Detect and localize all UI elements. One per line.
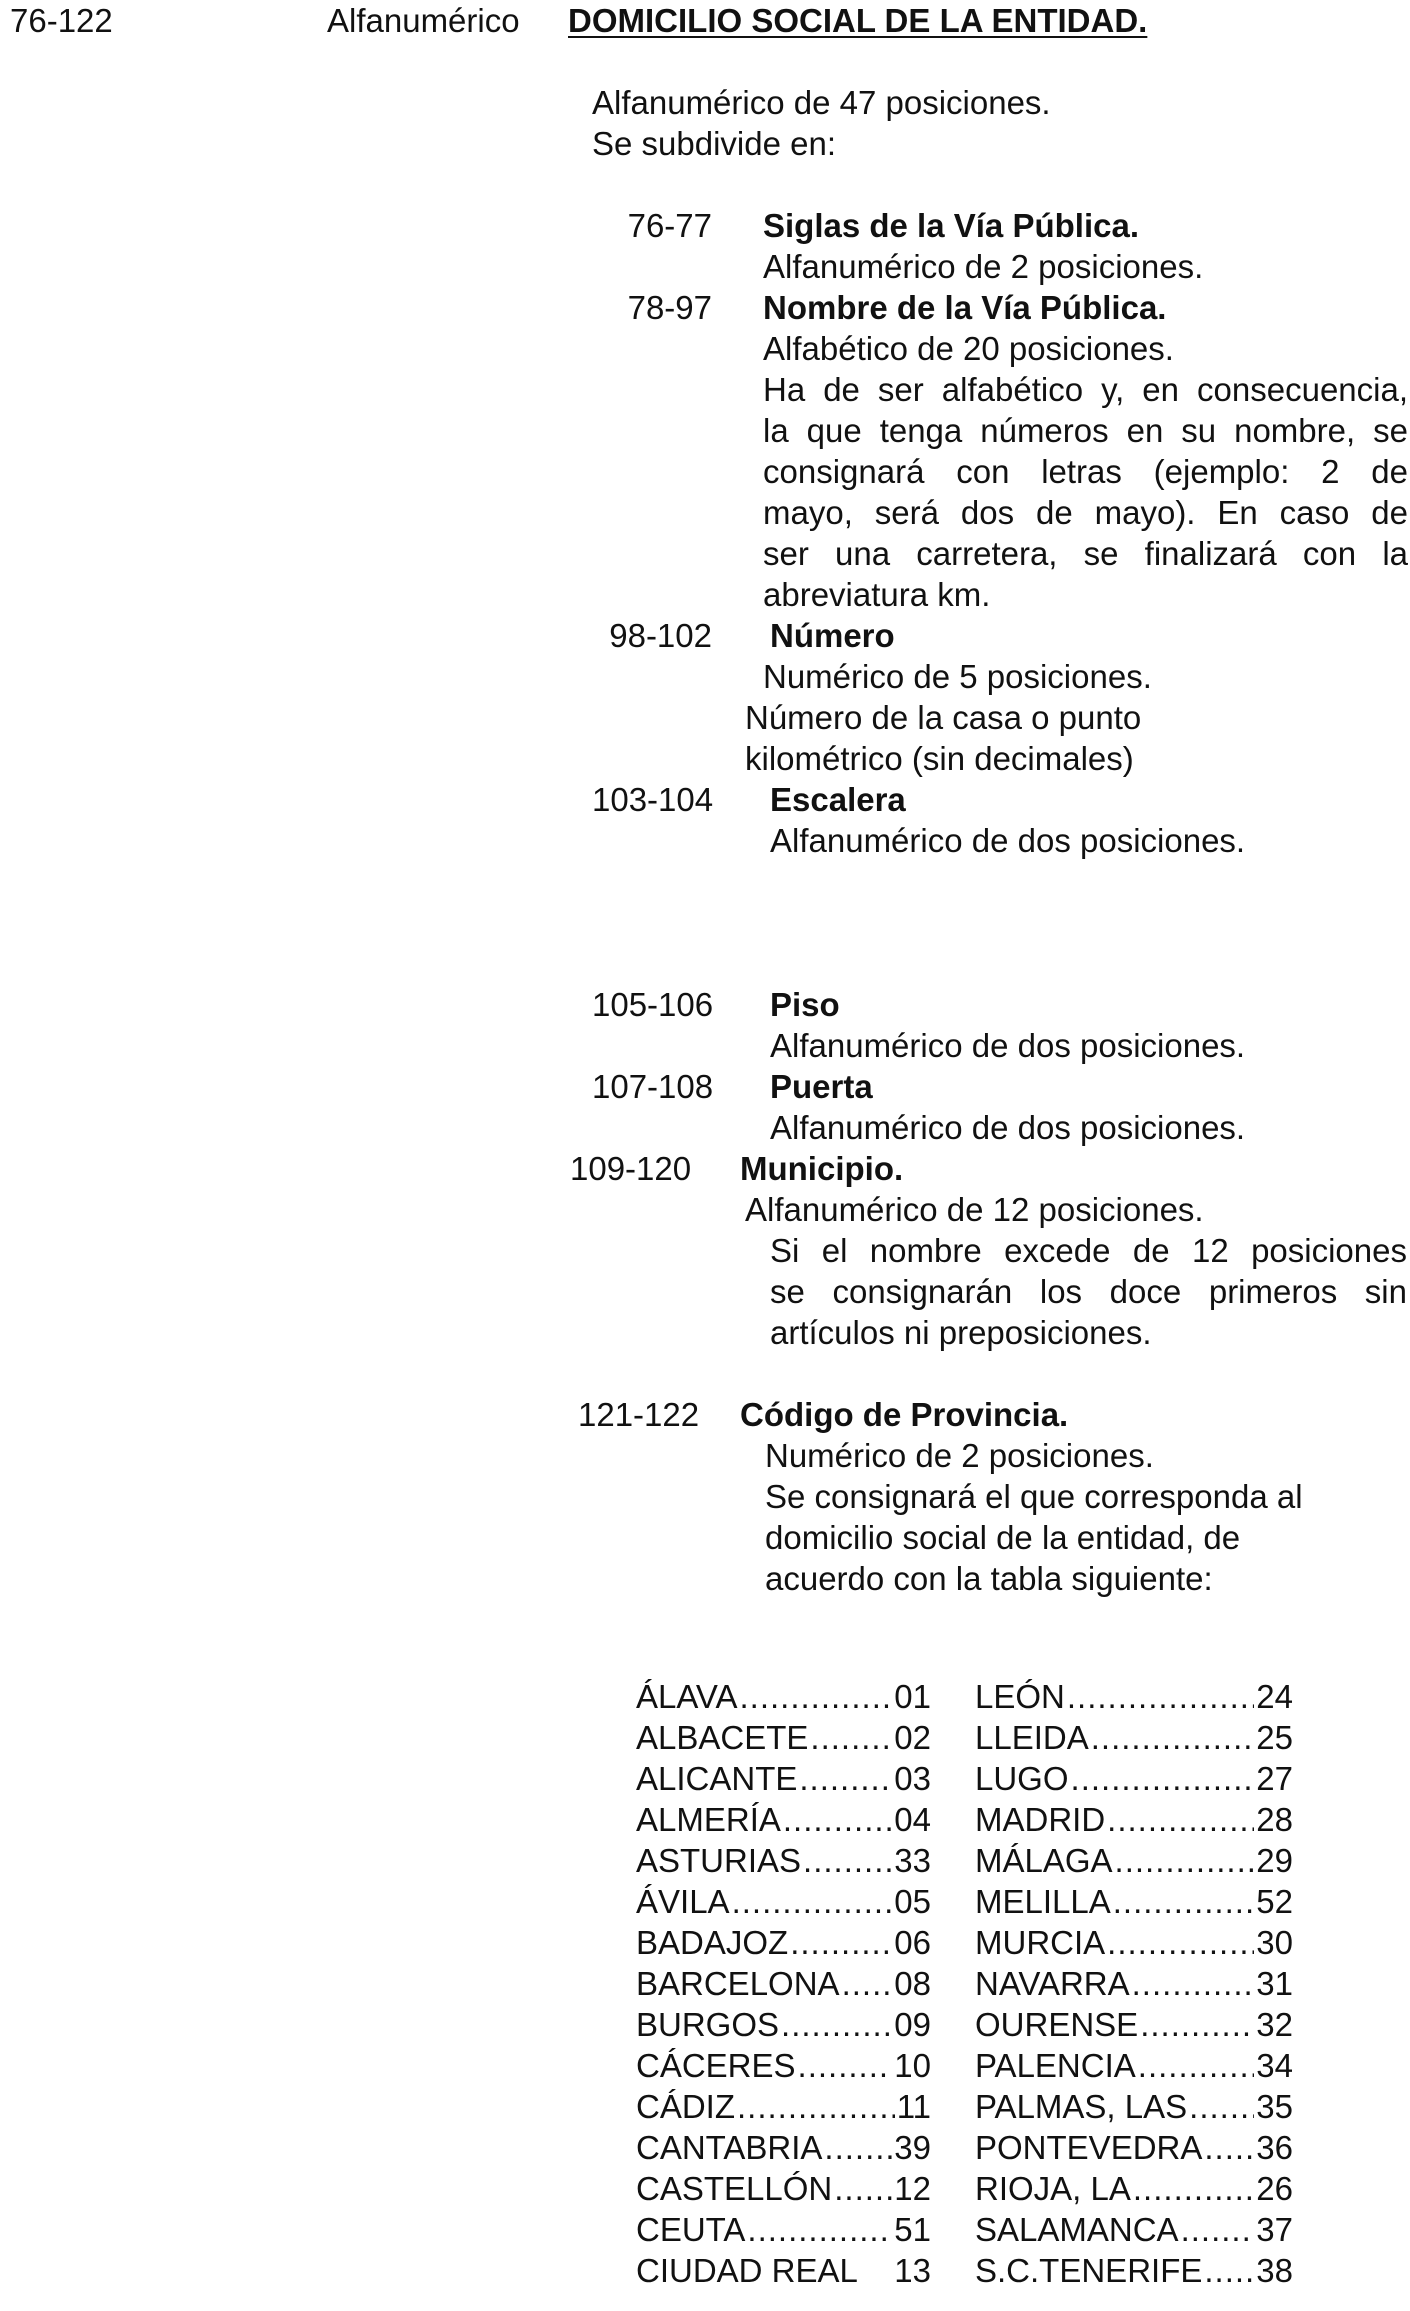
header-range: 76-122 — [10, 2, 113, 39]
province-code: 32 — [1256, 2006, 1293, 2043]
province-code: 38 — [1256, 2252, 1293, 2289]
province-name: CÁDIZ — [636, 2088, 735, 2125]
field-title: Siglas de la Vía Pública. — [763, 207, 1139, 244]
province-row — [975, 1963, 1293, 2004]
province-name: ÁVILA — [636, 1883, 730, 1920]
province-name: CÁCERES — [636, 2047, 796, 2084]
leader-dots — [842, 1963, 893, 2004]
province-name: ALBACETE — [636, 1719, 809, 1756]
leader-dots — [1204, 2127, 1254, 2168]
province-row — [636, 2004, 931, 2045]
province-code: 29 — [1256, 1842, 1293, 1879]
field-desc: abreviatura km. — [763, 576, 991, 613]
province-name: CANTABRIA — [636, 2129, 823, 2166]
province-name: MADRID — [975, 1801, 1106, 1838]
leader-dots — [1091, 1717, 1255, 1758]
province-row — [975, 2045, 1293, 2086]
province-name: CIUDAD REAL — [636, 2252, 858, 2289]
field-paragraph — [763, 369, 1408, 615]
province-code: 30 — [1256, 1924, 1293, 1961]
province-row — [975, 1840, 1293, 1881]
leader-dots — [1204, 2250, 1254, 2291]
province-row — [636, 1717, 931, 1758]
field-desc: acuerdo con la tabla siguiente: — [765, 1560, 1213, 1597]
province-code: 25 — [1256, 1719, 1293, 1756]
field-paragraph — [770, 1230, 1407, 1353]
intro-line-2: Se subdivide en: — [592, 125, 837, 162]
leader-dots — [1115, 1840, 1255, 1881]
province-code: 36 — [1256, 2129, 1293, 2166]
province-name: MURCIA — [975, 1924, 1106, 1961]
field-desc: Alfabético de 20 posiciones. — [763, 330, 1174, 367]
province-code: 12 — [894, 2170, 931, 2207]
field-desc: Numérico de 5 posiciones. — [763, 658, 1152, 695]
field-range: 98-102 — [609, 617, 712, 654]
province-name: LUGO — [975, 1760, 1069, 1797]
province-name: MÁLAGA — [975, 1842, 1113, 1879]
province-code: 04 — [894, 1801, 931, 1838]
field-desc: domicilio social de la entidad, de — [765, 1519, 1241, 1556]
province-code: 33 — [894, 1842, 931, 1879]
field-range: 78-97 — [627, 289, 712, 326]
province-row — [636, 1758, 931, 1799]
field-range: 121-122 — [578, 1396, 700, 1433]
field-range: 103-104 — [592, 781, 714, 818]
province-name: RIOJA, LA — [975, 2170, 1131, 2207]
leader-dots — [1107, 1799, 1254, 1840]
province-row — [975, 1758, 1293, 1799]
leader-dots — [1189, 2086, 1254, 2127]
field-desc: Alfanumérico de dos posiciones. — [770, 822, 1246, 859]
province-row — [975, 2209, 1293, 2250]
field-desc: artículos ni preposiciones. — [770, 1314, 1152, 1351]
province-row — [975, 1676, 1293, 1717]
field-title: Municipio. — [740, 1150, 904, 1187]
province-name: MELILLA — [975, 1883, 1111, 1920]
province-code: 05 — [894, 1883, 931, 1920]
field-desc: kilométrico (sin decimales) — [745, 740, 1134, 777]
field-desc: Si el nombre excede de 12 posiciones — [770, 1232, 1407, 1269]
province-row — [636, 1881, 931, 1922]
province-code: 01 — [894, 1678, 931, 1715]
province-code: 06 — [894, 1924, 931, 1961]
leader-dots — [1067, 1676, 1254, 1717]
leader-dots — [732, 1881, 893, 1922]
province-name: ALMERÍA — [636, 1801, 781, 1838]
leader-dots — [781, 2004, 892, 2045]
province-code: 11 — [896, 2088, 931, 2125]
field-desc: Alfanumérico de dos posiciones. — [770, 1109, 1246, 1146]
leader-dots — [1113, 1881, 1255, 1922]
field-desc: Numérico de 2 posiciones. — [765, 1437, 1154, 1474]
field-desc: Alfanumérico de dos posiciones. — [770, 1027, 1246, 1064]
province-row — [636, 2086, 931, 2127]
leader-dots — [1071, 1758, 1255, 1799]
leader-dots — [799, 1758, 892, 1799]
province-row — [636, 2127, 931, 2168]
leader-dots — [1138, 2045, 1255, 2086]
province-name: ASTURIAS — [636, 1842, 802, 1879]
province-row — [636, 1963, 931, 2004]
province-row — [636, 1922, 931, 1963]
province-name: NAVARRA — [975, 1965, 1130, 2002]
province-row — [975, 1881, 1293, 1922]
province-row — [975, 1799, 1293, 1840]
field-range: 107-108 — [592, 1068, 714, 1105]
province-name: CEUTA — [636, 2211, 746, 2248]
field-title: Nombre de la Vía Pública. — [763, 289, 1167, 326]
province-row — [975, 2168, 1293, 2209]
province-name: LLEIDA — [975, 1719, 1089, 1756]
province-row — [975, 2004, 1293, 2045]
field-desc: Número de la casa o punto — [745, 699, 1142, 736]
field-desc: se consignarán los doce primeros sin — [770, 1273, 1407, 1310]
province-code: 10 — [894, 2047, 931, 2084]
field-desc: la que tenga números en su nombre, se — [763, 412, 1408, 449]
leader-dots — [790, 1922, 892, 1963]
field-desc: Ha de ser alfabético y, en consecuencia, — [763, 371, 1408, 408]
field-range: 109-120 — [570, 1150, 692, 1187]
province-code: 39 — [894, 2129, 931, 2166]
province-row — [636, 1840, 931, 1881]
leader-dots — [834, 2168, 892, 2209]
header-type: Alfanumérico — [327, 2, 520, 39]
province-row — [636, 2209, 931, 2250]
province-name: PONTEVEDRA — [975, 2129, 1203, 2166]
province-code: 52 — [1256, 1883, 1293, 1920]
leader-dots — [1107, 1922, 1254, 1963]
leader-dots — [1140, 2004, 1254, 2045]
province-row — [636, 2045, 931, 2086]
leader-dots — [1132, 1963, 1255, 2004]
province-code: 31 — [1256, 1965, 1293, 2002]
leader-dots — [824, 2127, 892, 2168]
province-code: 35 — [1256, 2088, 1293, 2125]
province-name: BURGOS — [636, 2006, 780, 2043]
province-code: 03 — [894, 1760, 931, 1797]
province-name: BADAJOZ — [636, 1924, 789, 1961]
intro-line-1: Alfanumérico de 47 posiciones. — [592, 84, 1051, 121]
field-desc: consignará con letras (ejemplo: 2 de — [763, 453, 1408, 490]
province-code: 08 — [894, 1965, 931, 2002]
leader-dots — [737, 2086, 895, 2127]
province-name: S.C.TENERIFE — [975, 2252, 1203, 2289]
province-code: 02 — [894, 1719, 931, 1756]
province-code: 09 — [894, 2006, 931, 2043]
province-code: 51 — [894, 2211, 931, 2248]
province-row — [975, 1922, 1293, 1963]
province-name: PALMAS, LAS — [975, 2088, 1188, 2125]
province-row — [636, 2250, 931, 2291]
province-name: LEÓN — [975, 1678, 1065, 1715]
page-title: DOMICILIO SOCIAL DE LA ENTIDAD. — [568, 2, 1148, 39]
province-code: 28 — [1256, 1801, 1293, 1838]
province-name: SALAMANCA — [975, 2211, 1179, 2248]
province-code: 34 — [1256, 2047, 1293, 2084]
province-row — [975, 2250, 1293, 2291]
province-row — [636, 1676, 931, 1717]
leader-dots — [798, 2045, 893, 2086]
province-row — [636, 2168, 931, 2209]
field-desc: ser una carretera, se finalizará con la — [763, 535, 1408, 572]
field-desc: Alfanumérico de 2 posiciones. — [763, 248, 1204, 285]
province-name: BARCELONA — [636, 1965, 840, 2002]
field-title: Número — [770, 617, 895, 654]
province-code: 13 — [894, 2252, 931, 2289]
province-name: ÁLAVA — [636, 1678, 738, 1715]
province-name: OURENSE — [975, 2006, 1139, 2043]
field-range: 105-106 — [592, 986, 714, 1023]
field-title: Piso — [770, 986, 840, 1023]
province-row — [975, 1717, 1293, 1758]
field-title: Escalera — [770, 781, 906, 818]
field-title: Puerta — [770, 1068, 873, 1105]
field-desc: Se consignará el que corresponda al — [765, 1478, 1303, 1515]
field-title: Código de Provincia. — [740, 1396, 1069, 1433]
leader-dots — [803, 1840, 892, 1881]
province-code: 27 — [1256, 1760, 1293, 1797]
province-row — [975, 2127, 1293, 2168]
province-code: 24 — [1256, 1678, 1293, 1715]
province-name: CASTELLÓN — [636, 2170, 833, 2207]
leader-dots — [783, 1799, 892, 1840]
province-row — [975, 2086, 1293, 2127]
province-code: 37 — [1256, 2211, 1293, 2248]
province-name: PALENCIA — [975, 2047, 1136, 2084]
field-range: 76-77 — [627, 207, 712, 244]
province-code: 26 — [1256, 2170, 1293, 2207]
province-row — [636, 1799, 931, 1840]
leader-dots — [747, 2209, 892, 2250]
field-desc: mayo, será dos de mayo). En caso de — [763, 494, 1408, 531]
leader-dots — [810, 1717, 892, 1758]
leader-dots — [1133, 2168, 1254, 2209]
leader-dots — [740, 1676, 893, 1717]
province-name: ALICANTE — [636, 1760, 798, 1797]
field-desc: Alfanumérico de 12 posiciones. — [745, 1191, 1204, 1228]
leader-dots — [1181, 2209, 1255, 2250]
